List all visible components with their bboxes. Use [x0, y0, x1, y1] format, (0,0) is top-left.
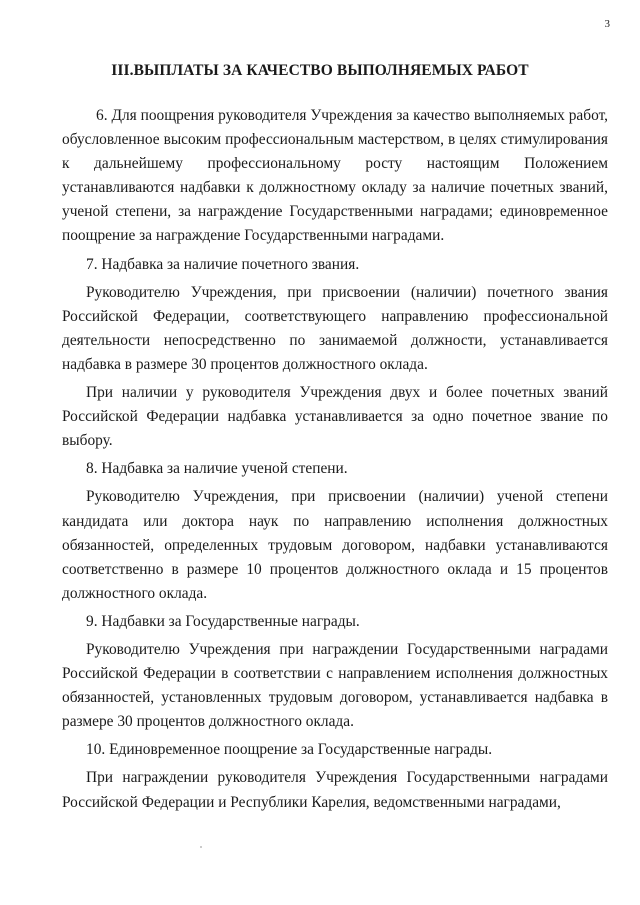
- paragraph-7-note: При наличии у руководителя Учреждения двух и более почетных званий Российской Федерации надбавка устанавливается за одно почетное звание по выбору.: [62, 384, 608, 450]
- paragraph-7-heading: 7. Надбавка за наличие почетного звания.: [86, 255, 360, 273]
- scan-dot: [200, 846, 202, 848]
- paragraph-9-text: Руководителю Учреждения при награждении Государственными наградами Российской Федерации в соответствии с направлением исполнения должностных обязанностей, установленных трудовым договором, устанавливается надбавка в размере 30 процентов должностного оклада.: [62, 640, 608, 731]
- paragraph-9-heading: 9. Надбавки за Государственные награды.: [86, 612, 360, 630]
- paragraph-8-text: Руководителю Учреждения, при присвоении (наличии) ученой степени кандидата или доктора наук по направлению исполнения должностных обязанностей, определенных трудовым договором, надбавки устанавливаются соответственно в размере 10 процентов должностного оклада и 15 процентов должностного оклада.: [62, 488, 608, 602]
- section-heading: III.ВЫПЛАТЫ ЗА КАЧЕСТВО ВЫПОЛНЯЕМЫХ РАБОТ: [111, 62, 529, 79]
- paragraph-7-text: Руководителю Учреждения, при присвоении (наличии) почетного звания Российской Федерации, соответствующего направлению профессиональной деятельности непосредственно по занимаемой должности, устанавливается надбавка в размере 30 процентов должностного оклада.: [62, 283, 608, 373]
- document-body: [62, 104, 608, 815]
- paragraph-8-heading: 8. Надбавка за наличие ученой степени.: [86, 460, 348, 478]
- paragraph-6: 6. Для поощрения руководителя Учреждения за качество выполняемых работ, обусловленное высоким профессиональным мастерством, в целях стимулирования к дальнейшему профессиональному росту настоящим Положением устанавливаются надбавки к должностному окладу за наличие почетных званий, ученой степени, за награждение Государственными наградами; единовременное поощрение за награждение Государственными наградами.: [62, 107, 608, 245]
- paragraph-10-text: При награждении руководителя Учреждения Государственными наградами Российской Федерации и Республики Карелия, ведомственными наградами,: [62, 769, 608, 811]
- page-number: 3: [604, 18, 610, 30]
- paragraph-10-heading: 10. Единовременное поощрение за Государственные награды.: [86, 741, 493, 759]
